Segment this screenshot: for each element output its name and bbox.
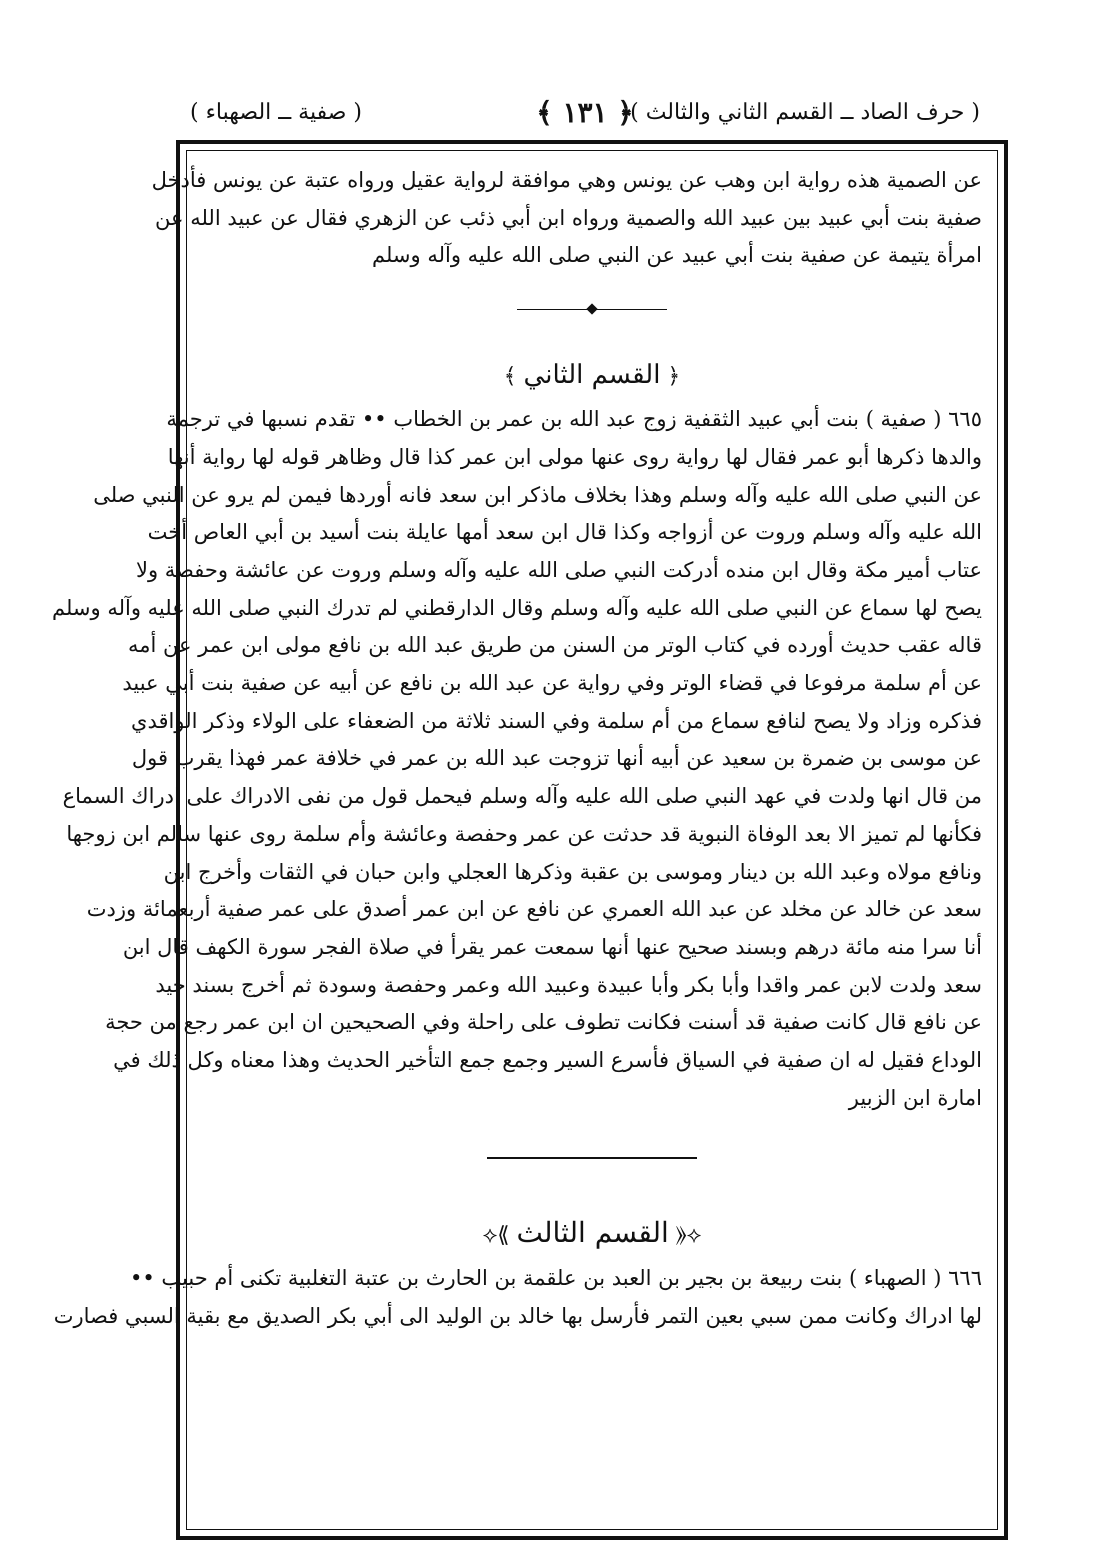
ornament-left-icon: ﴾	[503, 364, 524, 390]
text-line: عتاب أمير مكة وقال ابن منده أدركت النبي صلى الله عليه وآله وسلم وروت عن عائشة وحفصة ولا	[135, 557, 982, 582]
divider-diamond-icon	[586, 303, 597, 314]
page-body	[52, 162, 982, 1336]
page-header	[190, 96, 980, 140]
text-line: عن نافع قال كانت صفية قد أسنت فكانت تطوف على راحلة وفي الصحيحين ان ابن عمر رجع من حجة	[105, 1010, 982, 1035]
text-line: ٦٦٥ ( صفية ) بنت أبي عبيد الثقفية زوج عبد الله بن عمر بن الخطاب •• تقدم نسبها في ترجمة	[166, 407, 982, 432]
entry-665	[52, 401, 982, 1117]
text-line: أنا سرا منه مائة درهم وبسند صحيح عنها أنها سمعت عمر يقرأ في صلاة الفجر سورة الكهف قال ابن	[122, 934, 982, 959]
ornament-right-icon: ﴿	[660, 364, 681, 390]
section-divider-line	[487, 1157, 697, 1159]
text-line: ٦٦٦ ( الصهباء ) بنت ربيعة بن بجير بن العبد بن علقمة بن الحارث بن عتبة التغلبية تكنى أم حبيب ••	[129, 1266, 982, 1291]
entry-666	[53, 1260, 982, 1335]
ornamental-divider	[202, 297, 982, 325]
text-line: عن أم سلمة مرفوعا في قضاء الوتر وفي رواية عن عبد الله بن نافع عن أبيه عن صفية بنت أبي عبيد	[122, 671, 982, 696]
page-number: ﴿ ١٣١ ﴾	[536, 96, 634, 129]
text-line: ونافع مولاه وعبد الله بن دينار وموسى بن عقبة وذكرها العجلي وابن حبان في الثقات وأخرج ابن	[163, 859, 982, 884]
section-title-third: ⟡⟪ القسم الثالث ⟫⟡	[482, 1216, 702, 1250]
text-line: سعد ولدت لابن عمر واقدا وأبا بكر وأبا عبيدة وعبيد الله وعمر وحفصة وسودة ثم أخرج بسند جيد	[155, 972, 982, 997]
text-line: لها ادراك وكانت ممن سبي بعين التمر فأرسل بها خالد بن الوليد الى أبي بكر الصديق مع بقية السبي فصارت	[53, 1304, 982, 1329]
header-entry-range: ( صفية ــ الصهباء )	[190, 100, 362, 125]
page-frame	[52, 140, 1008, 1540]
header-chapter-title: ( حرف الصاد ــ القسم الثاني والثالث )	[630, 100, 980, 125]
text-line: عن الصمية هذه رواية ابن وهب عن يونس وهي موافقة لرواية عقيل ورواه عتبة عن يونس فأدخل	[151, 168, 982, 192]
text-line: سعد عن خالد عن مخلد عن عبد الله العمري عن نافع عن ابن عمر أصدق على عمر صفية أربعمائة وزدت	[86, 897, 982, 922]
intro-paragraph	[151, 162, 982, 275]
text-line: فذكره وزاد ولا يصح لنافع سماع من أم سلمة وفي السند ثلاثة من الضعفاء على الولاء وذكر الواقدي	[131, 708, 982, 733]
text-line: الوداع فقيل له ان صفية في السياق فأسرع السير وجمع جمع التأخير الحديث وهذا معناه وكل ذلك في	[113, 1048, 982, 1073]
ornament-right-icon: ⟡⟪	[668, 1223, 702, 1249]
ornament-left-icon: ⟫⟡	[482, 1223, 517, 1249]
text-line: الله عليه وآله وسلم وروت عن أزواجه وكذا قال ابن سعد أمها عايلة بنت أسيد بن أبي العاص أخت	[147, 520, 982, 545]
text-line: فكأنها لم تميز الا بعد الوفاة النبوية قد حدثت عن عمر وحفصة وعائشة وأم سلمة روى عنها سالم ابن زوجها	[66, 821, 982, 846]
text-line: امرأة يتيمة عن صفية بنت أبي عبيد عن النبي صلى الله عليه وآله وسلم	[371, 243, 982, 268]
text-line: قاله عقب حديث أورده في كتاب الوتر من السنن من طريق عبد الله بن نافع مولى ابن عمر عن أمه	[127, 633, 982, 658]
text-line: عن موسى بن ضمرة بن سعيد عن أبيه أنها تزوجت عبد الله بن عمر في خلافة عمر فهذا يقرب قول	[131, 746, 982, 771]
text-line: يصح لها سماع عن النبي صلى الله عليه وآله وسلم وقال الدارقطني لم تدرك النبي صلى الله عليه وآله وسلم	[52, 595, 982, 620]
text-line: والدها ذكرها أبو عمر فقال لها رواية روى عنها مولى ابن عمر كذا قال وظاهر قوله لها رواية أنها	[167, 444, 982, 469]
text-line: من قال انها ولدت في عهد النبي صلى الله عليه وآله وسلم فيحمل قول من نفى الادراك على ادراك السماع	[62, 784, 982, 809]
section-title-second: ﴿ القسم الثاني ﴾	[503, 360, 681, 391]
text-line: صفية بنت أبي عبيد بين عبيد الله والصمية ورواه ابن أبي ذئب عن الزهري فقال عن عبيد الله عن	[155, 205, 982, 230]
text-line: امارة ابن الزبير	[848, 1085, 982, 1110]
text-line: عن النبي صلى الله عليه وآله وسلم وهذا بخلاف ماذكر ابن سعد فانه أوردها فيمن لم يرو عن النبي صلى	[93, 482, 982, 507]
